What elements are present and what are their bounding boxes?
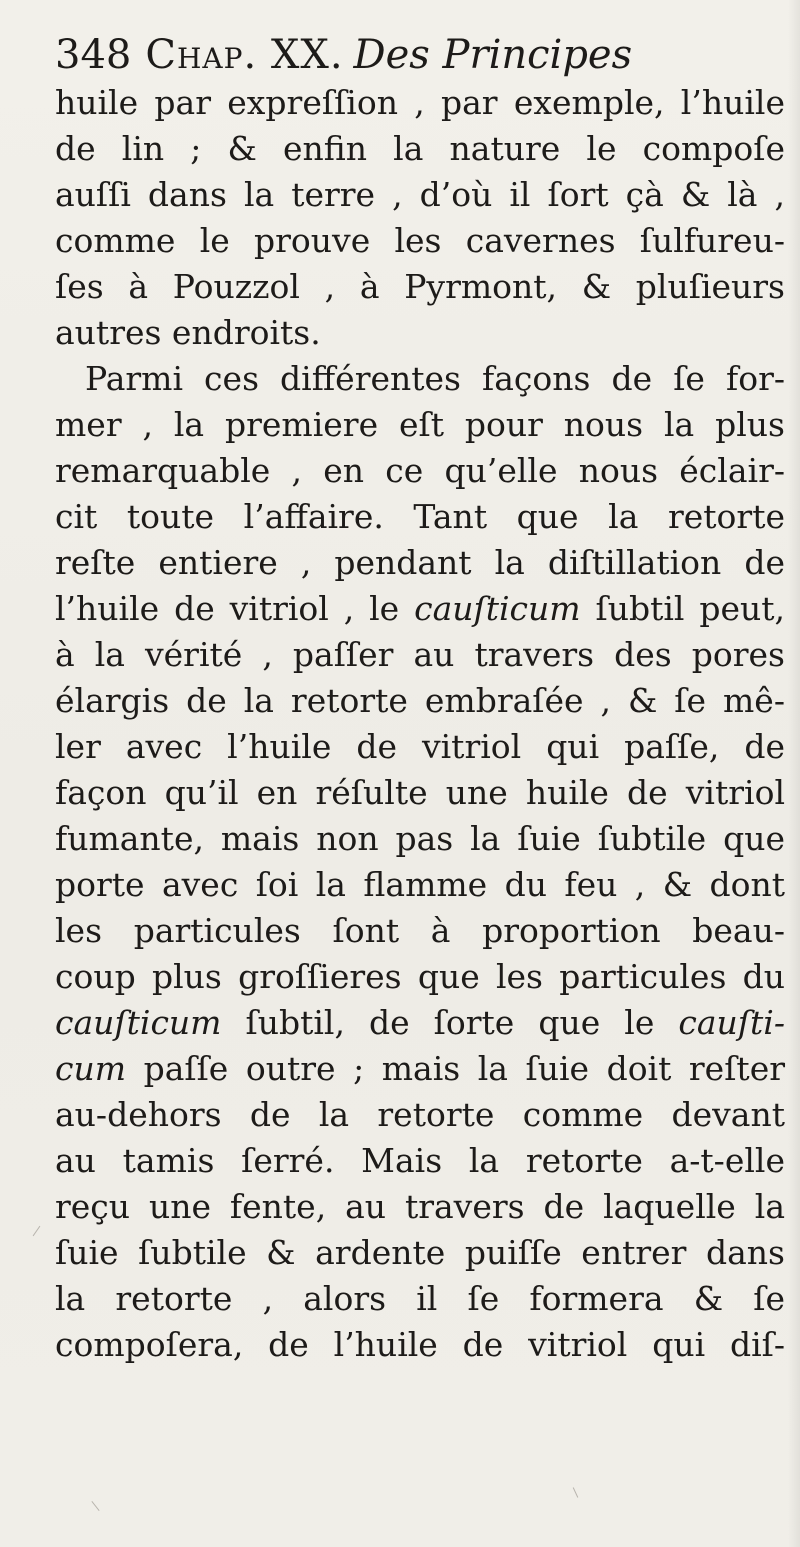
- italic-term: cum: [55, 1049, 127, 1088]
- paper-blemish: [91, 1501, 99, 1511]
- text-segment: l’huile de vitriol , le: [55, 589, 400, 628]
- text-line: les particules ſont à proportion beau-: [55, 911, 785, 950]
- text-line: reſte entiere , pendant la diſtillation de: [55, 543, 785, 582]
- italic-term: cauſticum: [414, 589, 581, 628]
- text-line: porte avec ſoi la flamme du feu , & dont: [55, 865, 785, 904]
- text-line: coup plus groſſieres que les particules du: [55, 957, 785, 996]
- paper-blemish: [573, 1487, 579, 1497]
- text-line: la retorte , alors il ſe formera & ſe: [55, 1279, 785, 1318]
- text-segment: paſſe outre ; mais la ſuie doit reſter: [143, 1049, 785, 1088]
- body-text: [55, 80, 785, 1368]
- text-line: fumante, mais non pas la ſuie ſubtile que: [55, 819, 785, 858]
- text-line: cit toute l’affaire. Tant que la retorte: [55, 497, 785, 536]
- text-line: reçu une fente, au travers de laquelle la: [55, 1187, 785, 1226]
- page-number: 348: [55, 32, 132, 78]
- text-line: remarquable , en ce qu’elle nous éclair-: [55, 451, 785, 490]
- paper-blemish: [33, 1226, 41, 1236]
- text-line: élargis de la retorte embraſée , & ſe mê-: [55, 681, 785, 720]
- text-line: façon qu’il en réſulte une huile de vitriol: [55, 773, 785, 812]
- text-segment: ſubtil peut,: [595, 589, 785, 628]
- italic-term: cauſticum: [55, 1003, 222, 1042]
- text-line: compoſera, de l’huile de vitriol qui diſ-: [55, 1325, 785, 1364]
- running-header: [55, 30, 785, 80]
- text-line: mer , la premiere eſt pour nous la plus: [55, 405, 785, 444]
- page-edge-shadow: [788, 0, 800, 1547]
- text-line: [55, 1046, 785, 1092]
- text-line: auſſi dans la terre , d’où il ſort çà & là ,: [55, 175, 785, 214]
- text-line: de lin ; & enfin la nature le compoſe: [55, 129, 785, 168]
- text-line: autres endroits.: [55, 313, 321, 352]
- chapter-label: Chap. XX.: [145, 32, 344, 78]
- text-line: au-dehors de la retorte comme devant: [55, 1095, 785, 1134]
- text-line: huile par expreſſion , par exemple, l’huile: [55, 83, 785, 122]
- text-line: comme le prouve les cavernes ſulfureu-: [55, 221, 785, 260]
- text-line: au tamis ſerré. Mais la retorte a-t-elle: [55, 1141, 785, 1180]
- text-line: à la vérité , paſſer au travers des pores: [55, 635, 785, 674]
- text-segment: ſubtil, de ſorte que le: [245, 1003, 655, 1042]
- text-line: [55, 586, 785, 632]
- text-line: ſuie ſubtile & ardente puiſſe entrer dans: [55, 1233, 785, 1272]
- text-line: ler avec l’huile de vitriol qui paſſe, de: [55, 727, 785, 766]
- italic-term: cauſti-: [678, 1003, 785, 1042]
- chapter-title: Des Principes: [353, 32, 633, 78]
- paragraph-first-line: Parmi ces différentes façons de ſe for-: [85, 359, 785, 398]
- text-line: [55, 1000, 785, 1046]
- text-line: ſes à Pouzzol , à Pyrmont, & pluſieurs: [55, 267, 785, 306]
